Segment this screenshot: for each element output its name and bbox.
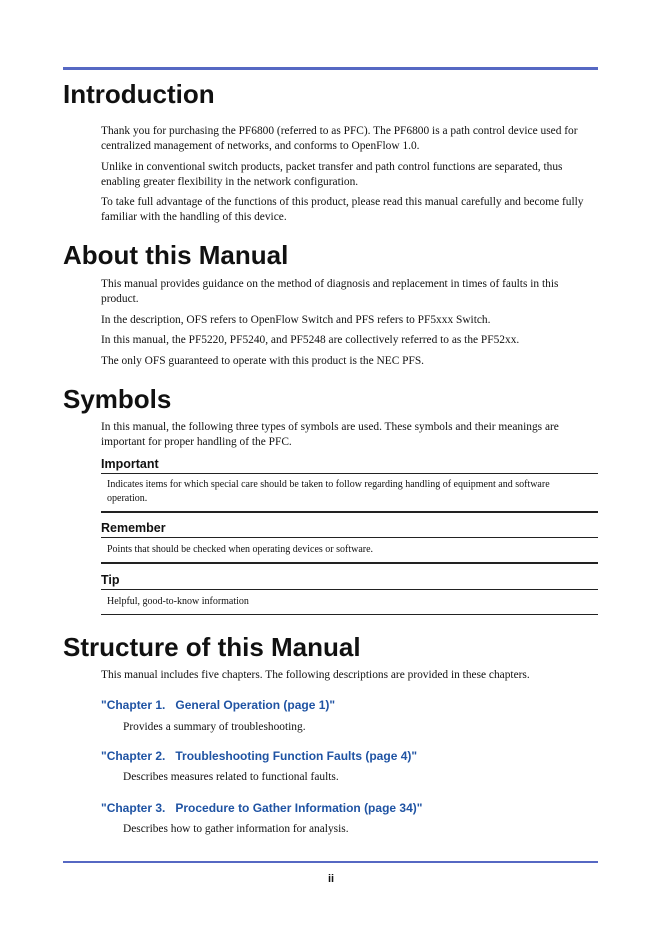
page-number: ii (327, 873, 335, 885)
intro-paragraph: Thank you for purchasing the PF6800 (referred to as PFC). The PF6800 is a path control device used for centralized management of networks, and conforms to OpenFlow 1.0. (101, 125, 578, 152)
about-paragraph: In the description, OFS refers to OpenFlow Switch and PFS refers to PF5xxx Switch. (101, 314, 491, 326)
chapter-2-description: Describes measures related to functional faults. (123, 771, 339, 783)
structure-intro: This manual includes five chapters. The following descriptions are provided in these chapters. (101, 669, 530, 681)
introduction-heading: Introduction (63, 79, 215, 109)
chapter-1-description: Provides a summary of troubleshooting. (123, 721, 306, 733)
chapter-3-link[interactable]: "Chapter 3. Procedure to Gather Information (page 34)" (101, 801, 423, 815)
symbol-title-tip: Tip (101, 573, 120, 587)
header-rule (63, 67, 598, 70)
symbols-intro: In this manual, the following three types of symbols are used. These symbols and their meanings are important for proper handling of the PFC. (101, 421, 559, 448)
symbol-title-remember: Remember (101, 521, 166, 535)
symbol-rule (101, 614, 598, 615)
footer-rule (63, 861, 598, 863)
symbol-text-remember: Points that should be checked when operating devices or software. (107, 544, 374, 555)
intro-paragraph: To take full advantage of the functions of this product, please read this manual carefully and become fully familiar with the handling of this device. (101, 196, 584, 223)
intro-paragraph: Unlike in conventional switch products, packet transfer and path control functions are separated, thus enabling greater flexibility in the network configuration. (101, 161, 563, 188)
about-heading: About this Manual (63, 240, 289, 270)
symbol-text-tip: Helpful, good-to-know information (107, 596, 249, 607)
symbol-title-important: Important (101, 457, 159, 471)
symbol-text-important: Indicates items for which special care should be taken to follow regarding handling of equipment and software operation. (107, 479, 550, 504)
about-paragraph: The only OFS guaranteed to operate with this product is the NEC PFS. (101, 355, 425, 367)
symbol-rule (101, 562, 598, 564)
structure-heading: Structure of this Manual (63, 632, 361, 662)
symbol-rule (101, 511, 598, 513)
about-paragraph: This manual provides guidance on the method of diagnosis and replacement in times of faults in this product. (101, 278, 559, 305)
symbol-rule (101, 537, 598, 538)
chapter-2-link[interactable]: "Chapter 2. Troubleshooting Function Faults (page 4)" (101, 749, 418, 763)
symbol-rule (101, 589, 598, 590)
symbol-rule (101, 473, 598, 474)
chapter-3-description: Describes how to gather information for analysis. (123, 823, 349, 835)
about-paragraph: In this manual, the PF5220, PF5240, and PF5248 are collectively referred to as the PF52xx. (101, 334, 520, 346)
symbols-heading: Symbols (63, 384, 172, 414)
chapter-1-link[interactable]: "Chapter 1. General Operation (page 1)" (101, 698, 336, 712)
